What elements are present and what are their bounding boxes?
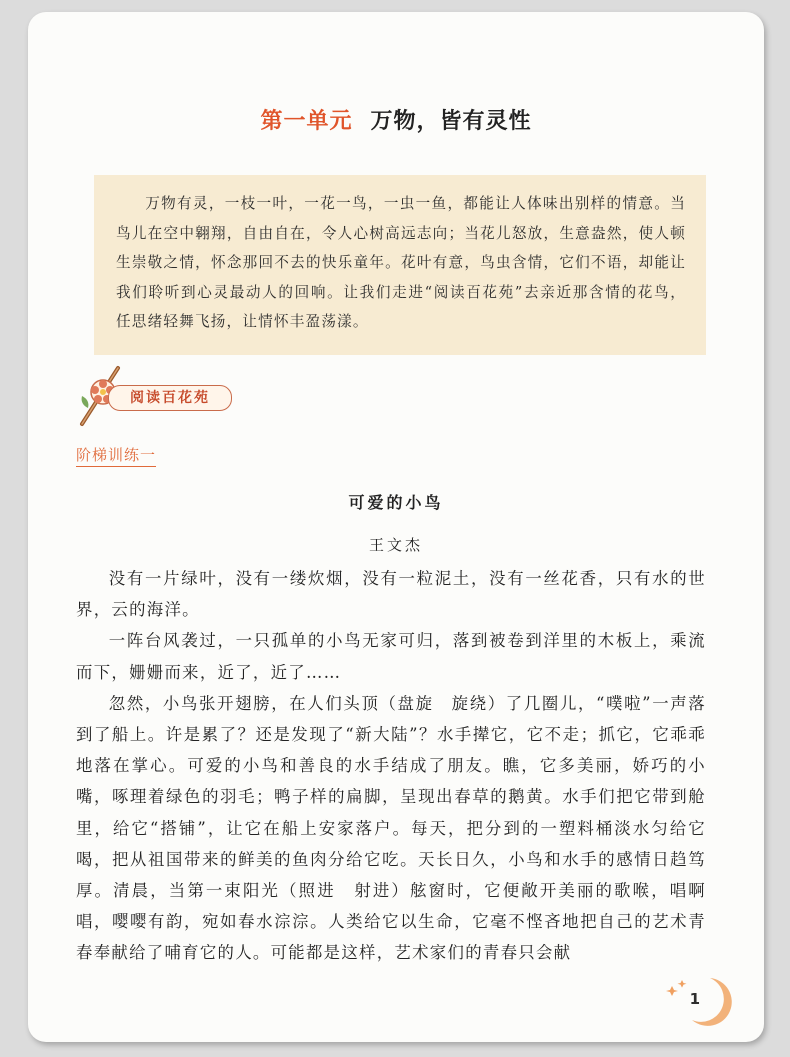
book-page xyxy=(28,12,764,1042)
unit-label: 第一单元 xyxy=(260,109,353,134)
story-author: 王文杰 xyxy=(368,536,423,554)
page-number: 1 xyxy=(689,990,700,1008)
badge-label: 阅读百花苑 xyxy=(108,385,232,411)
unit-heading xyxy=(28,104,764,135)
page-number-badge xyxy=(664,976,734,1028)
section-heading: 阶梯训练一 xyxy=(76,444,156,467)
story-body xyxy=(76,563,706,969)
paragraph: 没有一片绿叶，没有一缕炊烟，没有一粒泥土，没有一丝花香，只有水的世界，云的海洋。 xyxy=(76,569,706,620)
paragraph: 忽然，小鸟张开翅膀，在人们头顶（盘旋 旋绕）了几圈儿，“噗啦”一声落到了船上。许是累了？还是发现了“新大陆”？水手撵它，它不走；抓它，它乖乖地落在掌心。可爱的小鸟和善良的水手结成了朋友。瞧，它多美丽，娇巧的小嘴，啄理着绿色的羽毛；鸭子样的扁脚，呈现出春草的鹅黄。水手们把它带到舱里，给它“搭铺”，让它在船上安家落户。每天，把分到的一塑料桶淡水匀给它喝，把从祖国带来的鲜美的鱼肉分给它吃。天长日久，小鸟和水手的感情日趋笃厚。清晨，当第一束阳光（照进 射进）舷窗时，它便敞开美丽的歌喉，唱啊唱，嘤嘤有韵，宛如春水淙淙。人类给它以生命，它毫不悭吝地把自己的艺术青春奉献给了哺育它的人。可能都是这样，艺术家们的青春只会献 xyxy=(76,693,706,963)
story-title: 可爱的小鸟 xyxy=(348,493,444,512)
reading-badge xyxy=(72,364,232,428)
intro-box: 万物有灵，一枝一叶，一花一鸟，一虫一鱼，都能让人体味出别样的情意。当鸟儿在空中翱翔，自由自在，令人心树高远志向；当花儿怒放，生意盎然，使人顿生崇敬之情，怀念那回不去的快乐童年。花叶有意，鸟虫含情，它们不语，却能让我们聆听到心灵最动人的回响。让我们走进“阅读百花苑”去亲近那含情的花鸟，任思绪轻舞飞扬，让情怀丰盈荡漾。 xyxy=(94,175,706,355)
paragraph: 一阵台风袭过，一只孤单的小鸟无家可归，落到被卷到洋里的木板上，乘流而下，姗姗而来，近了，近了…… xyxy=(76,631,706,682)
unit-title: 万物，皆有灵性 xyxy=(370,109,532,134)
